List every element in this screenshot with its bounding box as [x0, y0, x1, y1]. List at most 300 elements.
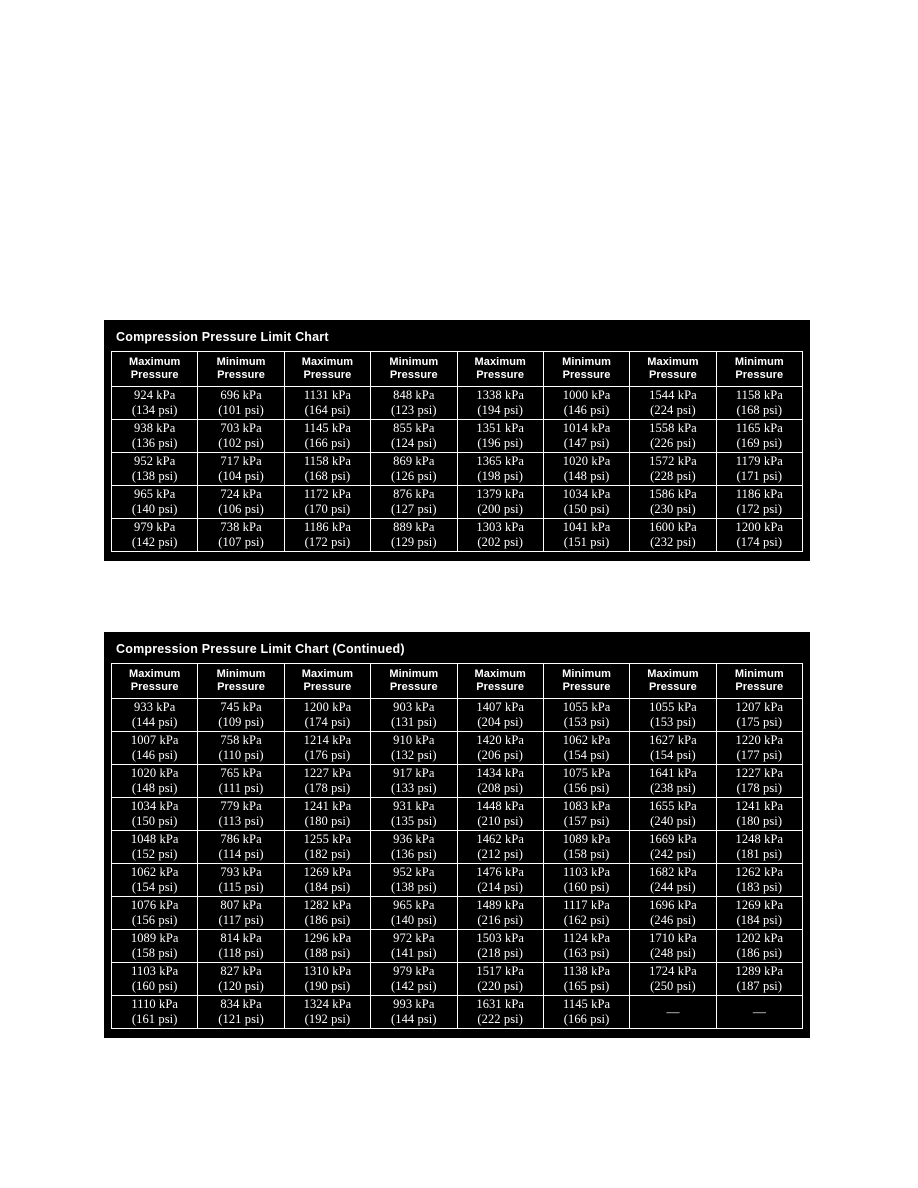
pressure-psi: (153 psi): [650, 715, 696, 729]
pressure-cell: [457, 963, 543, 996]
pressure-psi: (111 psi): [218, 781, 264, 795]
pressure-cell: [630, 963, 716, 996]
pressure-cell: [543, 453, 629, 486]
pressure-psi: (161 psi): [131, 1012, 178, 1026]
pressure-kpa: 1041 kPa: [562, 520, 611, 534]
pressure-kpa: 717 kPa: [220, 454, 262, 468]
pressure-kpa: 1014 kPa: [562, 421, 611, 435]
pressure-cell: [543, 699, 629, 732]
pressure-kpa: 1434 kPa: [476, 766, 525, 780]
pressure-kpa: 1062 kPa: [130, 865, 179, 879]
pressure-kpa: 1503 kPa: [476, 931, 525, 945]
pressure-cell: [284, 420, 370, 453]
pressure-kpa: 1055 kPa: [649, 700, 697, 714]
pressure-psi: (144 psi): [390, 1012, 437, 1026]
table-row: [112, 486, 803, 519]
pressure-psi: (163 psi): [563, 946, 610, 960]
pressure-cell: [112, 732, 198, 765]
pressure-cell: [630, 996, 716, 1029]
pressure-kpa: 1062 kPa: [562, 733, 611, 747]
pressure-cell: [112, 387, 198, 420]
pressure-psi: (188 psi): [304, 946, 351, 960]
table-row: [112, 732, 803, 765]
pressure-psi: (244 psi): [650, 880, 696, 894]
pressure-psi: (184 psi): [736, 913, 783, 927]
pressure-psi: (131 psi): [390, 715, 437, 729]
pressure-psi: (154 psi): [563, 748, 610, 762]
pressure-cell: [112, 897, 198, 930]
pressure-cell: [198, 732, 284, 765]
pressure-psi: (186 psi): [736, 946, 783, 960]
pressure-cell: [371, 864, 457, 897]
pressure-psi: (230 psi): [650, 502, 696, 516]
pressure-kpa: 1124 kPa: [562, 931, 611, 945]
pressure-psi: (210 psi): [477, 814, 524, 828]
pressure-kpa: 1379 kPa: [476, 487, 525, 501]
pressure-psi: (126 psi): [390, 469, 437, 483]
pressure-cell: [112, 519, 198, 552]
pressure-cell: [284, 732, 370, 765]
column-header-max-pressure-2: Maximum Pressure: [284, 352, 370, 387]
pressure-kpa: 1200 kPa: [735, 520, 784, 534]
pressure-kpa: 1158 kPa: [735, 388, 783, 402]
pressure-kpa: 952 kPa: [134, 454, 176, 468]
pressure-cell: [716, 420, 802, 453]
pressure-cell: [457, 831, 543, 864]
pressure-psi: (117 psi): [218, 913, 264, 927]
table-row: [112, 519, 803, 552]
pressure-cell: [543, 387, 629, 420]
pressure-psi: (168 psi): [736, 403, 783, 417]
pressure-kpa: 1200 kPa: [303, 700, 352, 714]
pressure-cell: [716, 864, 802, 897]
pressure-cell: [716, 732, 802, 765]
pressure-kpa: 1034 kPa: [130, 799, 179, 813]
pressure-cell: [630, 930, 716, 963]
pressure-kpa: 793 kPa: [220, 865, 262, 879]
pressure-kpa: 1158 kPa: [303, 454, 352, 468]
pressure-kpa: 952 kPa: [393, 865, 435, 879]
pressure-psi: (224 psi): [650, 403, 696, 417]
compression-pressure-limit-chart-continued: [104, 632, 810, 1038]
pressure-kpa: 1710 kPa: [649, 931, 697, 945]
pressure-psi: (181 psi): [736, 847, 783, 861]
pressure-kpa: 1145 kPa: [562, 997, 611, 1011]
pressure-cell: [198, 486, 284, 519]
pressure-psi: (187 psi): [736, 979, 783, 993]
pressure-cell: [112, 453, 198, 486]
pressure-cell: [630, 864, 716, 897]
column-header-max-pressure-3: Maximum Pressure: [457, 664, 543, 699]
pressure-psi: (106 psi): [218, 502, 264, 516]
pressure-cell: [284, 930, 370, 963]
pressure-cell: [543, 963, 629, 996]
pressure-psi: (177 psi): [736, 748, 783, 762]
pressure-psi: (160 psi): [131, 979, 178, 993]
table-header: [112, 664, 803, 699]
pressure-cell: [371, 798, 457, 831]
pressure-psi: (154 psi): [650, 748, 696, 762]
table-row: [112, 765, 803, 798]
pressure-psi: (150 psi): [131, 814, 178, 828]
pressure-kpa: 869 kPa: [393, 454, 435, 468]
pressure-kpa: 1145 kPa: [303, 421, 352, 435]
pressure-psi: (169 psi): [736, 436, 783, 450]
pressure-cell: [630, 519, 716, 552]
pressure-cell: [112, 486, 198, 519]
pressure-cell: [630, 897, 716, 930]
pressure-cell: [716, 699, 802, 732]
pressure-psi: (248 psi): [650, 946, 696, 960]
pressure-kpa: 745 kPa: [220, 700, 262, 714]
pressure-psi: (170 psi): [304, 502, 351, 516]
pressure-cell: [543, 732, 629, 765]
pressure-psi: (148 psi): [131, 781, 178, 795]
pressure-psi: (165 psi): [563, 979, 610, 993]
pressure-psi: (146 psi): [563, 403, 610, 417]
pressure-cell: [543, 996, 629, 1029]
pressure-kpa: 1089 kPa: [562, 832, 611, 846]
pressure-kpa: 1627 kPa: [649, 733, 697, 747]
pressure-cell: [716, 798, 802, 831]
pressure-cell: [371, 765, 457, 798]
pressure-psi: (129 psi): [390, 535, 437, 549]
pressure-psi: (194 psi): [477, 403, 524, 417]
table-row: [112, 453, 803, 486]
pressure-kpa: 1310 kPa: [303, 964, 352, 978]
pressure-cell: [543, 486, 629, 519]
pressure-psi: (104 psi): [218, 469, 264, 483]
pressure-psi: (186 psi): [304, 913, 351, 927]
pressure-cell: [284, 519, 370, 552]
pressure-cell: [630, 732, 716, 765]
pressure-kpa: 848 kPa: [393, 388, 435, 402]
pressure-psi: (121 psi): [218, 1012, 264, 1026]
pressure-psi: (172 psi): [736, 502, 783, 516]
pressure-cell: [630, 453, 716, 486]
table-header: [112, 352, 803, 387]
pressure-psi: (190 psi): [304, 979, 351, 993]
pressure-cell: [198, 765, 284, 798]
pressure-kpa: 1034 kPa: [562, 487, 611, 501]
pressure-psi: (166 psi): [304, 436, 351, 450]
pressure-kpa: 1600 kPa: [649, 520, 697, 534]
pressure-kpa: 1007 kPa: [130, 733, 179, 747]
pressure-cell: [457, 798, 543, 831]
pressure-kpa: 979 kPa: [134, 520, 176, 534]
pressure-cell: [371, 930, 457, 963]
pressure-kpa: 993 kPa: [393, 997, 435, 1011]
pressure-kpa: 1724 kPa: [649, 964, 697, 978]
pressure-kpa: 965 kPa: [393, 898, 435, 912]
pressure-kpa: 1696 kPa: [649, 898, 697, 912]
pressure-cell: [543, 798, 629, 831]
pressure-psi: (238 psi): [650, 781, 696, 795]
pressure-cell: [284, 486, 370, 519]
chart-title: Compression Pressure Limit Chart: [116, 330, 329, 344]
pressure-kpa: 1089 kPa: [130, 931, 179, 945]
pressure-kpa: 1338 kPa: [476, 388, 525, 402]
pressure-psi: (135 psi): [390, 814, 437, 828]
pressure-kpa: 1669 kPa: [649, 832, 697, 846]
pressure-kpa: 1083 kPa: [562, 799, 611, 813]
pressure-cell: [112, 765, 198, 798]
pressure-cell: [371, 996, 457, 1029]
pressure-kpa: 917 kPa: [393, 766, 435, 780]
pressure-cell: [457, 519, 543, 552]
pressure-cell: [112, 930, 198, 963]
pressure-cell: [716, 387, 802, 420]
pressure-cell: [371, 420, 457, 453]
pressure-psi: (142 psi): [131, 535, 178, 549]
pressure-kpa: 1255 kPa: [303, 832, 352, 846]
pressure-psi: (146 psi): [131, 748, 178, 762]
pressure-cell: [716, 930, 802, 963]
pressure-psi: (138 psi): [131, 469, 178, 483]
pressure-psi: (192 psi): [304, 1012, 351, 1026]
pressure-psi: (156 psi): [563, 781, 610, 795]
pressure-psi: (151 psi): [563, 535, 610, 549]
pressure-table: [111, 351, 803, 552]
table-row: [112, 930, 803, 963]
pressure-cell: [457, 453, 543, 486]
pressure-cell: [371, 453, 457, 486]
pressure-kpa: 1572 kPa: [649, 454, 697, 468]
pressure-psi: (158 psi): [131, 946, 178, 960]
pressure-kpa: 1241 kPa: [735, 799, 784, 813]
pressure-cell: [457, 387, 543, 420]
pressure-kpa: 696 kPa: [220, 388, 262, 402]
pressure-psi: (198 psi): [477, 469, 524, 483]
pressure-cell: [371, 732, 457, 765]
pressure-cell: [198, 930, 284, 963]
pressure-psi: (150 psi): [563, 502, 610, 516]
pressure-psi: (133 psi): [390, 781, 437, 795]
pressure-kpa: 1476 kPa: [476, 865, 525, 879]
pressure-cell: [198, 798, 284, 831]
pressure-psi: (134 psi): [131, 403, 178, 417]
pressure-kpa: 924 kPa: [134, 388, 176, 402]
pressure-psi: (147 psi): [563, 436, 610, 450]
pressure-kpa: 1103 kPa: [562, 865, 611, 879]
pressure-kpa: 1262 kPa: [735, 865, 784, 879]
pressure-kpa: 903 kPa: [393, 700, 435, 714]
pressure-kpa: 1165 kPa: [735, 421, 783, 435]
pressure-psi: (218 psi): [477, 946, 524, 960]
table-body: [112, 387, 803, 552]
pressure-psi: (152 psi): [131, 847, 178, 861]
pressure-kpa: 1020 kPa: [130, 766, 179, 780]
pressure-cell: [198, 897, 284, 930]
pressure-cell: [457, 996, 543, 1029]
pressure-cell: [630, 387, 716, 420]
pressure-psi: (246 psi): [650, 913, 696, 927]
pressure-cell: [716, 453, 802, 486]
pressure-psi: (107 psi): [218, 535, 264, 549]
pressure-psi: (164 psi): [304, 403, 351, 417]
pressure-cell: [457, 420, 543, 453]
pressure-cell: [371, 897, 457, 930]
pressure-psi: (208 psi): [477, 781, 524, 795]
pressure-psi: (157 psi): [563, 814, 610, 828]
pressure-kpa: 1641 kPa: [649, 766, 697, 780]
column-header-min-pressure-4: Minimum Pressure: [716, 664, 802, 699]
pressure-kpa: 938 kPa: [134, 421, 176, 435]
pressure-cell: [112, 963, 198, 996]
pressure-kpa: 1631 kPa: [476, 997, 525, 1011]
pressure-cell: [284, 765, 370, 798]
pressure-psi: (196 psi): [477, 436, 524, 450]
pressure-kpa: 807 kPa: [220, 898, 262, 912]
pressure-kpa: 724 kPa: [220, 487, 262, 501]
pressure-psi: (142 psi): [390, 979, 437, 993]
pressure-psi: (183 psi): [736, 880, 783, 894]
pressure-kpa: 765 kPa: [220, 766, 262, 780]
pressure-kpa: 827 kPa: [220, 964, 262, 978]
pressure-psi: (113 psi): [218, 814, 264, 828]
column-header-max-pressure-1: Maximum Pressure: [112, 664, 198, 699]
pressure-psi: (102 psi): [218, 436, 264, 450]
pressure-psi: (178 psi): [304, 781, 351, 795]
pressure-psi: (180 psi): [304, 814, 351, 828]
pressure-psi: (184 psi): [304, 880, 351, 894]
pressure-kpa: 1172 kPa: [303, 487, 352, 501]
pressure-kpa: 1289 kPa: [735, 964, 784, 978]
pressure-cell: [457, 486, 543, 519]
column-header-min-pressure-3: Minimum Pressure: [543, 664, 629, 699]
pressure-kpa: 1296 kPa: [303, 931, 352, 945]
pressure-psi: (136 psi): [131, 436, 178, 450]
pressure-kpa: 1103 kPa: [131, 964, 179, 978]
column-header-min-pressure-1: Minimum Pressure: [198, 664, 284, 699]
pressure-psi: (232 psi): [650, 535, 696, 549]
table-row: [112, 798, 803, 831]
pressure-cell: [630, 699, 716, 732]
pressure-cell: [198, 387, 284, 420]
pressure-kpa: 1075 kPa: [562, 766, 611, 780]
pressure-psi: (109 psi): [218, 715, 264, 729]
pressure-cell: [457, 897, 543, 930]
pressure-kpa: 1220 kPa: [735, 733, 784, 747]
pressure-cell: [198, 996, 284, 1029]
pressure-cell: [198, 963, 284, 996]
pressure-cell: [112, 831, 198, 864]
pressure-cell: [457, 765, 543, 798]
pressure-kpa: 1544 kPa: [649, 388, 697, 402]
pressure-kpa: 1269 kPa: [303, 865, 352, 879]
pressure-kpa: 1055 kPa: [562, 700, 611, 714]
pressure-psi: (153 psi): [563, 715, 610, 729]
pressure-cell: [716, 963, 802, 996]
pressure-psi: (171 psi): [736, 469, 783, 483]
pressure-kpa: 786 kPa: [220, 832, 262, 846]
pressure-cell: [543, 765, 629, 798]
pressure-cell: [284, 387, 370, 420]
pressure-cell: [112, 798, 198, 831]
pressure-kpa: 1407 kPa: [476, 700, 525, 714]
pressure-psi: (220 psi): [477, 979, 524, 993]
pressure-kpa: 1351 kPa: [476, 421, 525, 435]
pressure-kpa: 1138 kPa: [562, 964, 611, 978]
pressure-psi: (141 psi): [390, 946, 437, 960]
pressure-kpa: 876 kPa: [393, 487, 435, 501]
pressure-kpa: 1048 kPa: [130, 832, 179, 846]
pressure-psi: (168 psi): [304, 469, 351, 483]
pressure-kpa: 1448 kPa: [476, 799, 525, 813]
pressure-cell: [457, 732, 543, 765]
pressure-kpa: 1117 kPa: [563, 898, 610, 912]
pressure-cell: [716, 765, 802, 798]
pressure-psi: (214 psi): [477, 880, 524, 894]
pressure-kpa: 1303 kPa: [476, 520, 525, 534]
column-header-max-pressure-2: Maximum Pressure: [284, 664, 370, 699]
pressure-kpa: 1186 kPa: [303, 520, 352, 534]
pressure-cell: [371, 831, 457, 864]
pressure-psi: (228 psi): [650, 469, 696, 483]
pressure-cell: [716, 486, 802, 519]
pressure-kpa: 1186 kPa: [735, 487, 783, 501]
column-header-max-pressure-3: Maximum Pressure: [457, 352, 543, 387]
pressure-cell: [630, 765, 716, 798]
empty-value: —: [752, 1004, 766, 1019]
pressure-psi: (182 psi): [304, 847, 351, 861]
pressure-psi: (200 psi): [477, 502, 524, 516]
pressure-cell: [198, 420, 284, 453]
pressure-cell: [284, 897, 370, 930]
pressure-psi: (158 psi): [563, 847, 610, 861]
pressure-kpa: 1682 kPa: [649, 865, 697, 879]
pressure-psi: (132 psi): [390, 748, 437, 762]
pressure-kpa: 1020 kPa: [562, 454, 611, 468]
pressure-kpa: 965 kPa: [134, 487, 176, 501]
pressure-kpa: 936 kPa: [393, 832, 435, 846]
pressure-kpa: 931 kPa: [393, 799, 435, 813]
pressure-psi: (202 psi): [477, 535, 524, 549]
pressure-psi: (240 psi): [650, 814, 696, 828]
pressure-psi: (115 psi): [218, 880, 264, 894]
table-row: [112, 897, 803, 930]
pressure-kpa: 979 kPa: [393, 964, 435, 978]
pressure-cell: [198, 864, 284, 897]
pressure-cell: [543, 930, 629, 963]
pressure-kpa: 1420 kPa: [476, 733, 525, 747]
pressure-cell: [457, 864, 543, 897]
empty-value: —: [666, 1004, 680, 1019]
pressure-cell: [371, 963, 457, 996]
pressure-psi: (162 psi): [563, 913, 610, 927]
column-header-max-pressure-4: Maximum Pressure: [630, 352, 716, 387]
pressure-psi: (156 psi): [131, 913, 178, 927]
pressure-kpa: 1586 kPa: [649, 487, 697, 501]
pressure-kpa: 758 kPa: [220, 733, 262, 747]
table-row: [112, 996, 803, 1029]
pressure-cell: [630, 420, 716, 453]
pressure-cell: [630, 798, 716, 831]
pressure-kpa: 910 kPa: [393, 733, 435, 747]
pressure-cell: [543, 420, 629, 453]
chart-title-continued: Compression Pressure Limit Chart (Continued): [116, 642, 405, 656]
pressure-psi: (160 psi): [563, 880, 610, 894]
pressure-cell: [284, 831, 370, 864]
pressure-cell: [284, 864, 370, 897]
pressure-kpa: 1131 kPa: [303, 388, 352, 402]
pressure-psi: (178 psi): [736, 781, 783, 795]
pressure-cell: [630, 486, 716, 519]
pressure-psi: (140 psi): [131, 502, 178, 516]
table-row: [112, 699, 803, 732]
column-header-max-pressure-1: Maximum Pressure: [112, 352, 198, 387]
pressure-kpa: 855 kPa: [393, 421, 435, 435]
